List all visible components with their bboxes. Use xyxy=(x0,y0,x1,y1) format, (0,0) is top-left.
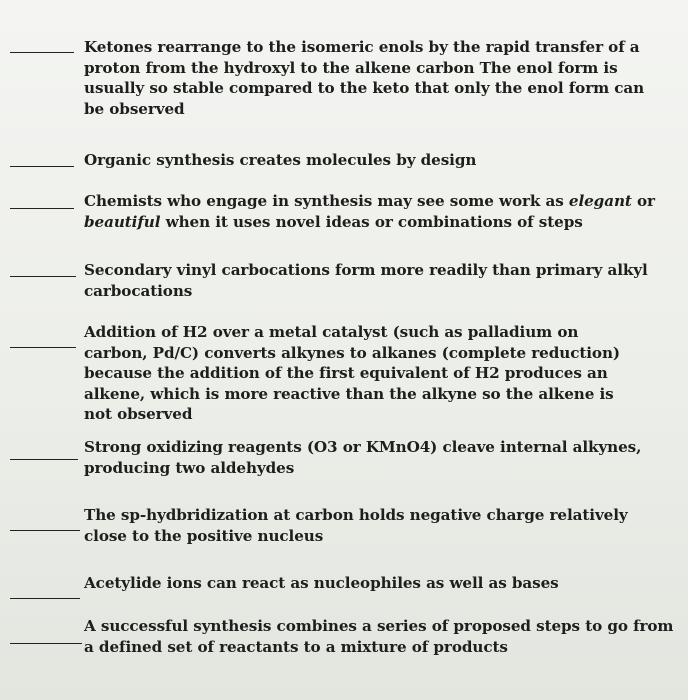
statement-3-part-b: or xyxy=(631,192,655,210)
statement-7: The sp-hydbridization at carbon holds negative charge relatively close to the positive nucleus xyxy=(84,506,628,545)
statement-3-em-elegant: elegant xyxy=(568,192,632,210)
answer-blank-8[interactable] xyxy=(10,598,80,599)
statement-3-em-beautiful: beautiful xyxy=(84,212,161,231)
statement-2: Organic synthesis creates molecules by design xyxy=(84,151,477,169)
answer-blank-9[interactable] xyxy=(10,643,82,644)
answer-blank-4[interactable] xyxy=(10,276,76,277)
statement-8: Acetylide ions can react as nucleophiles as well as bases xyxy=(84,574,559,592)
answer-blank-2[interactable] xyxy=(10,166,74,167)
statement-6: Strong oxidizing reagents (O3 or KMnO4) cleave internal alkynes, producing two aldehydes xyxy=(84,438,642,477)
answer-blank-6[interactable] xyxy=(10,459,78,460)
answer-blank-3[interactable] xyxy=(10,208,74,209)
answer-blank-5[interactable] xyxy=(10,347,76,348)
statement-3 xyxy=(84,191,669,232)
statement-4: Secondary vinyl carbocations form more readily than primary alkyl carbocations xyxy=(84,261,648,300)
answer-blank-7[interactable] xyxy=(10,530,80,531)
answer-blank-1[interactable] xyxy=(10,52,74,53)
statement-3-part-c: when it uses novel ideas or combinations of steps xyxy=(160,212,583,231)
statement-1: Ketones rearrange to the isomeric enols by the rapid transfer of a proton from the hydroxyl to the alkene carbon The enol form is usually so stable compared to the keto that only the enol form can be observed xyxy=(84,38,645,118)
statement-3-part-a: Chemists who engage in synthesis may see some work as xyxy=(84,192,569,210)
statement-5: Addition of H2 over a metal catalyst (such as palladium on carbon, Pd/C) converts alkynes to alkanes (complete reduction) because the addition of the first equivalent of H2 produces an alkene, which is more reactive than the alkyne so the alkene is not observed xyxy=(84,323,620,423)
statement-9: A successful synthesis combines a series of proposed steps to go from a defined set of reactants to a mixture of products xyxy=(84,617,674,656)
